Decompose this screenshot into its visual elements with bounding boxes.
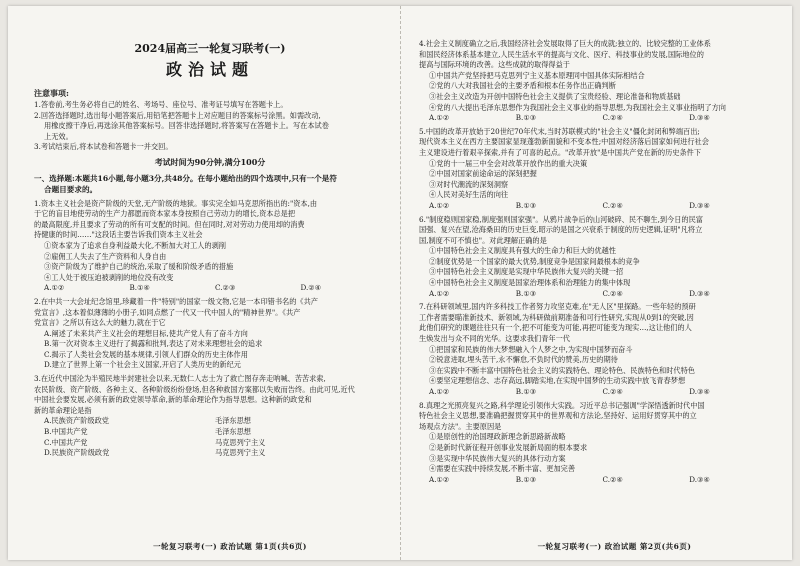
option-line: ③资产阶级为了维护自己的统治,采取了缓和阶级矛盾的措施 — [44, 262, 234, 272]
question-1 — [34, 199, 386, 294]
answer-b: B.①④ — [129, 283, 150, 293]
question-line: 农民阶级、资产阶级、各种主义、各种阶级纷纷登场,但各种救国方案都以失败而告终。由此可见,近代 — [34, 384, 355, 394]
page-footer: 一轮复习联考(一) 政治试题 第2页(共6页) — [537, 542, 692, 551]
question-line: 和国民经济体系基本建立,人民生活水平的提高与文化、医疗、科技事业的发展,国际地位的 — [419, 49, 704, 59]
option-row — [34, 416, 386, 427]
option-line: ④中国特色社会主义制度是国家治理体系和治理能力的集中体现 — [429, 278, 631, 288]
option-line: ③对时代潮流的深刻洞察 — [429, 179, 509, 189]
option-line: ②中国对国家前途命运的深刻把握 — [429, 169, 537, 179]
answer-a: A.①② — [429, 200, 450, 210]
answer-a: A.①② — [44, 283, 65, 293]
section-heading: 合题目要求的。 — [44, 184, 98, 194]
option-line: B.第一次对资本主义进行了揭露和批判,表达了对未来理想社会的追求 — [44, 339, 263, 349]
section-heading: 一、选择题:本题共16小题,每小题3分,共48分。在每小题给出的四个选项中,只有一个是符 — [34, 173, 337, 183]
option-line: ④人民对美好生活的向往 — [429, 190, 509, 200]
answer-b: B.①③ — [515, 474, 537, 484]
answer-a: A.①② — [429, 288, 450, 298]
option-line: ④党的八大提出毛泽东思想作为我国社会主义事业的指导思想,为我国社会主义事业指明了方向 — [429, 102, 726, 112]
question-line: 党宣言》之所以有这么大的魅力,就在于它 — [34, 318, 166, 328]
option-row — [34, 427, 386, 438]
answer-c: C.②③ — [215, 283, 236, 293]
option-line: ②是新时代新征程开创事业发展新局面的根本要求 — [429, 442, 588, 452]
question-5 — [419, 127, 776, 212]
answer-d: D.②④ — [300, 283, 322, 293]
option-line: ②党的八大对我国社会的主要矛盾和根本任务作出正确判断 — [429, 81, 616, 91]
option-theory: 马克思列宁主义 — [215, 437, 266, 447]
option-line: ②制度优势是一个国家的最大优势,制度竞争是国家间最根本的竞争 — [429, 256, 640, 266]
option-line: ④要坚定理想信念、志存高远,脚踏实地,在实现中国梦的生动实践中放飞青春梦想 — [429, 376, 686, 386]
answer-choices — [419, 201, 776, 212]
exam-sheet — [8, 6, 792, 560]
question-8 — [419, 401, 776, 486]
question-line: 中国社会要发展,必须有新的政党领导革命,新的革命理论作为指导思想。这种新的政党和 — [34, 395, 312, 405]
page-two — [400, 6, 792, 560]
question-line: 8.真理之光照亮复兴之路,科学理论引领伟大实践。习近平总书记强调"学深悟透新时代中国 — [419, 400, 705, 410]
notice-line: 2.回答选择题时,选出每小题答案后,用铅笔把答题卡上对应题目的答案标号涂黑。如需改动, — [34, 110, 321, 120]
answer-choices — [419, 475, 776, 486]
question-line: 特色社会主义思想,要准确把握贯穿其中的世界观和方法论,坚持好、运用好贯穿其中的立 — [419, 411, 697, 421]
answer-c: C.②④ — [602, 113, 623, 123]
notice-line: 上无效。 — [44, 131, 73, 141]
option-party: C.中国共产党 — [44, 437, 88, 447]
answer-c: C.②④ — [602, 200, 623, 210]
question-2 — [34, 297, 386, 371]
question-line: 的最高限度,并且要求了劳动的所有可支配的时间。但在同时,对对劳动力使用却的消费 — [34, 219, 305, 229]
answer-choices — [419, 387, 776, 398]
option-line: ①资本家为了追求自身利益最大化,不断加大对工人的剥削 — [44, 240, 226, 250]
answer-choices — [34, 283, 386, 294]
answer-choices — [419, 113, 776, 124]
option-party: B.中国共产党 — [44, 427, 88, 437]
option-line: ①是原创性的治国理政新理念新思路新战略 — [429, 432, 566, 442]
option-line: ②锐意进取,埋头苦干,永不懈怠,不负时代的赞美,历史的期待 — [429, 355, 618, 365]
answer-a: A.①② — [429, 387, 450, 396]
subject-title: 政治试题 — [165, 60, 254, 79]
notice-line: 用橡皮擦干净后,再选涂其他答案标号。回答非选择题时,将答案写在答题卡上。写在本试卷 — [44, 121, 329, 131]
question-line: 国强、复兴在望,沧海桑田的历史巨变,昭示的是国之兴衰系于制度的历史逻辑,证明"凡将立 — [419, 225, 703, 235]
question-line: 5.中国的改革开放始于20世纪70年代末,当时苏联模式的"社会主义"僵化封闭和弊端百出; — [419, 126, 700, 136]
option-row — [34, 448, 386, 459]
question-line: 4.社会主义制度确立之后,我国经济社会发展取得了巨大的成就;独立的、比较完整的工业体系 — [419, 39, 711, 48]
answer-d: D.③④ — [689, 387, 710, 396]
option-line: ③在实践中不断丰富中国特色社会主义的实践特色、理论特色、民族特色和时代特色 — [429, 365, 695, 375]
notice-line: 1.答卷前,考生务必将自己的姓名、考场号、座位号、准考证号填写在答题卡上。 — [34, 100, 288, 109]
question-line: 于它的盲目地使劳动的生产力都愿而资本家本身按照自己劳动力的增长,资本总是把 — [34, 209, 296, 219]
question-line: 党宣言》,这本着似薄薄的小册子,如同点燃了一代又一代中国人的"精神世界"。《共产 — [34, 307, 301, 317]
answer-b: B.①③ — [515, 200, 537, 210]
page-footer: 一轮复习联考(一) 政治试题 第1页(共6页) — [153, 542, 307, 551]
notice-line: 3.考试结束后,将本试卷和答题卡一并交回。 — [34, 142, 173, 152]
answer-d: D.③④ — [689, 113, 710, 123]
answer-choices — [419, 289, 776, 300]
question-line: 场观点方法"。主要原因是 — [419, 421, 502, 431]
option-line: C.揭示了人类社会发展的基本规律,引领人们群众的历史主体作用 — [44, 349, 248, 359]
option-line: ①党的十一届三中全会对改革开放作出的重大决策 — [429, 158, 588, 168]
option-line: A.阐述了未来共产主义社会的理想目标,使共产党人有了奋斗方向 — [44, 328, 248, 338]
question-3 — [34, 374, 386, 459]
option-line: ③社会主义改造为开创中国特色社会主义提供了宝贵经验、理论准备和物质基础 — [429, 91, 681, 101]
option-theory: 毛泽东思想 — [215, 416, 251, 426]
question-6 — [419, 215, 776, 300]
option-line: ④需要在实践中持续发展,不断丰富、更加完善 — [429, 464, 576, 474]
question-line: 2.在中共一大会址纪念馆里,珍藏着一件"特别"的国家一级文物,它是一本印错书名的《共产 — [34, 296, 318, 306]
answer-d: D.③④ — [689, 200, 710, 210]
answer-d: D.③④ — [689, 288, 710, 298]
option-theory: 马克思列宁主义 — [215, 448, 266, 458]
exam-title: 2024届高三一轮复习联考(一) — [134, 42, 286, 55]
option-line: ③是实现中华民族伟大复兴的具体行动方案 — [429, 453, 566, 463]
answer-d: D.③④ — [689, 474, 710, 484]
option-row — [34, 438, 386, 449]
option-line: ④工人处于被压迫被剥削的地位没有改变 — [44, 272, 174, 282]
question-line: 3.在近代中国沦为半殖民地半封建社会以来,无数仁人志士为了救亡图存奔走呐喊、苦苦求索, — [34, 374, 326, 384]
question-line: 生焕发出与众不同的光华。这要求我们青年一代 — [419, 334, 570, 344]
notice-heading: 注意事项: — [34, 88, 69, 98]
question-line: 1.资本主义社会是资产阶级的天堂,无产阶级的地狱。事实完全如马克思所指出的:"资本,由 — [34, 198, 318, 208]
option-line: ②雇佣工人失去了生产资料和人身自由 — [44, 251, 167, 261]
question-line: 现代资本主义在西方主要国家显现蓬勃新面貌和不变本性;中国对经济落后国家如何进行社会 — [419, 137, 709, 147]
question-line: 新的革命理论是指 — [34, 405, 92, 415]
option-line: ①把国家和民族的伟大梦想融入个人梦之中,为实现中国梦而奋斗 — [429, 344, 633, 354]
option-line: ③中国特色社会主义制度是实现中华民族伟大复兴的关键一招 — [429, 267, 624, 277]
answer-b: B.①③ — [515, 113, 537, 123]
question-line: 提高与国际环境的改善。这些成就的取得得益于 — [419, 60, 570, 70]
question-line: 持健康的时间……"这段话主要告诉我们资本主义社会 — [34, 230, 203, 240]
question-line: 6."制度稳则国家稳,制度强则国家强"。从鸦片战争后的山河破碎、民不聊生,到今日的民富 — [419, 214, 703, 224]
question-line: 国,制度不可不慎也"。对此理解正确的是 — [419, 235, 547, 245]
time-score: 考试时间为90分钟,满分100分 — [154, 156, 266, 167]
answer-c: C.②④ — [602, 387, 623, 396]
option-theory: 毛泽东思想 — [215, 427, 251, 437]
question-line: 主义建设进行着艰辛探索,并有了可喜的起点。"改革开放"是中国共产党在新的历史条件下 — [419, 147, 702, 157]
option-party: A.民族资产阶级政党 — [44, 416, 109, 426]
answer-c: C.②④ — [602, 288, 623, 298]
question-line: 工作者需要瞄准新技术、新领域,为科研做前期准备和可行性研究,实现从0到1的突破,因 — [419, 312, 694, 322]
answer-b: B.①③ — [515, 288, 537, 298]
option-line: ①中国共产党坚持把马克思列宁主义基本原理同中国具体实际相结合 — [429, 70, 645, 80]
option-line: D.建立了世界上第一个社会主义国家,开启了人类历史的新纪元 — [44, 360, 241, 370]
answer-a: A.①② — [429, 474, 450, 484]
answer-b: B.①③ — [515, 387, 537, 396]
question-7 — [419, 302, 776, 397]
page-one — [8, 6, 400, 560]
answer-c: C.②④ — [602, 474, 623, 484]
answer-a: A.①② — [429, 113, 450, 123]
option-party: D.民族资产阶级政党 — [44, 448, 110, 458]
question-line: 此他们研究的课题往往只有一个,把不可能变为可能,再把可能变为现实…,这让他们的人 — [419, 323, 692, 333]
option-line: ①中国特色社会主义制度具有强大的生命力和巨大的优越性 — [429, 246, 616, 256]
question-line: 7.在科研领域里,国内许多科技工作者努力攻坚克难,在"无人区"里探路。一些年轻的预研 — [419, 302, 696, 312]
question-4 — [419, 39, 776, 124]
